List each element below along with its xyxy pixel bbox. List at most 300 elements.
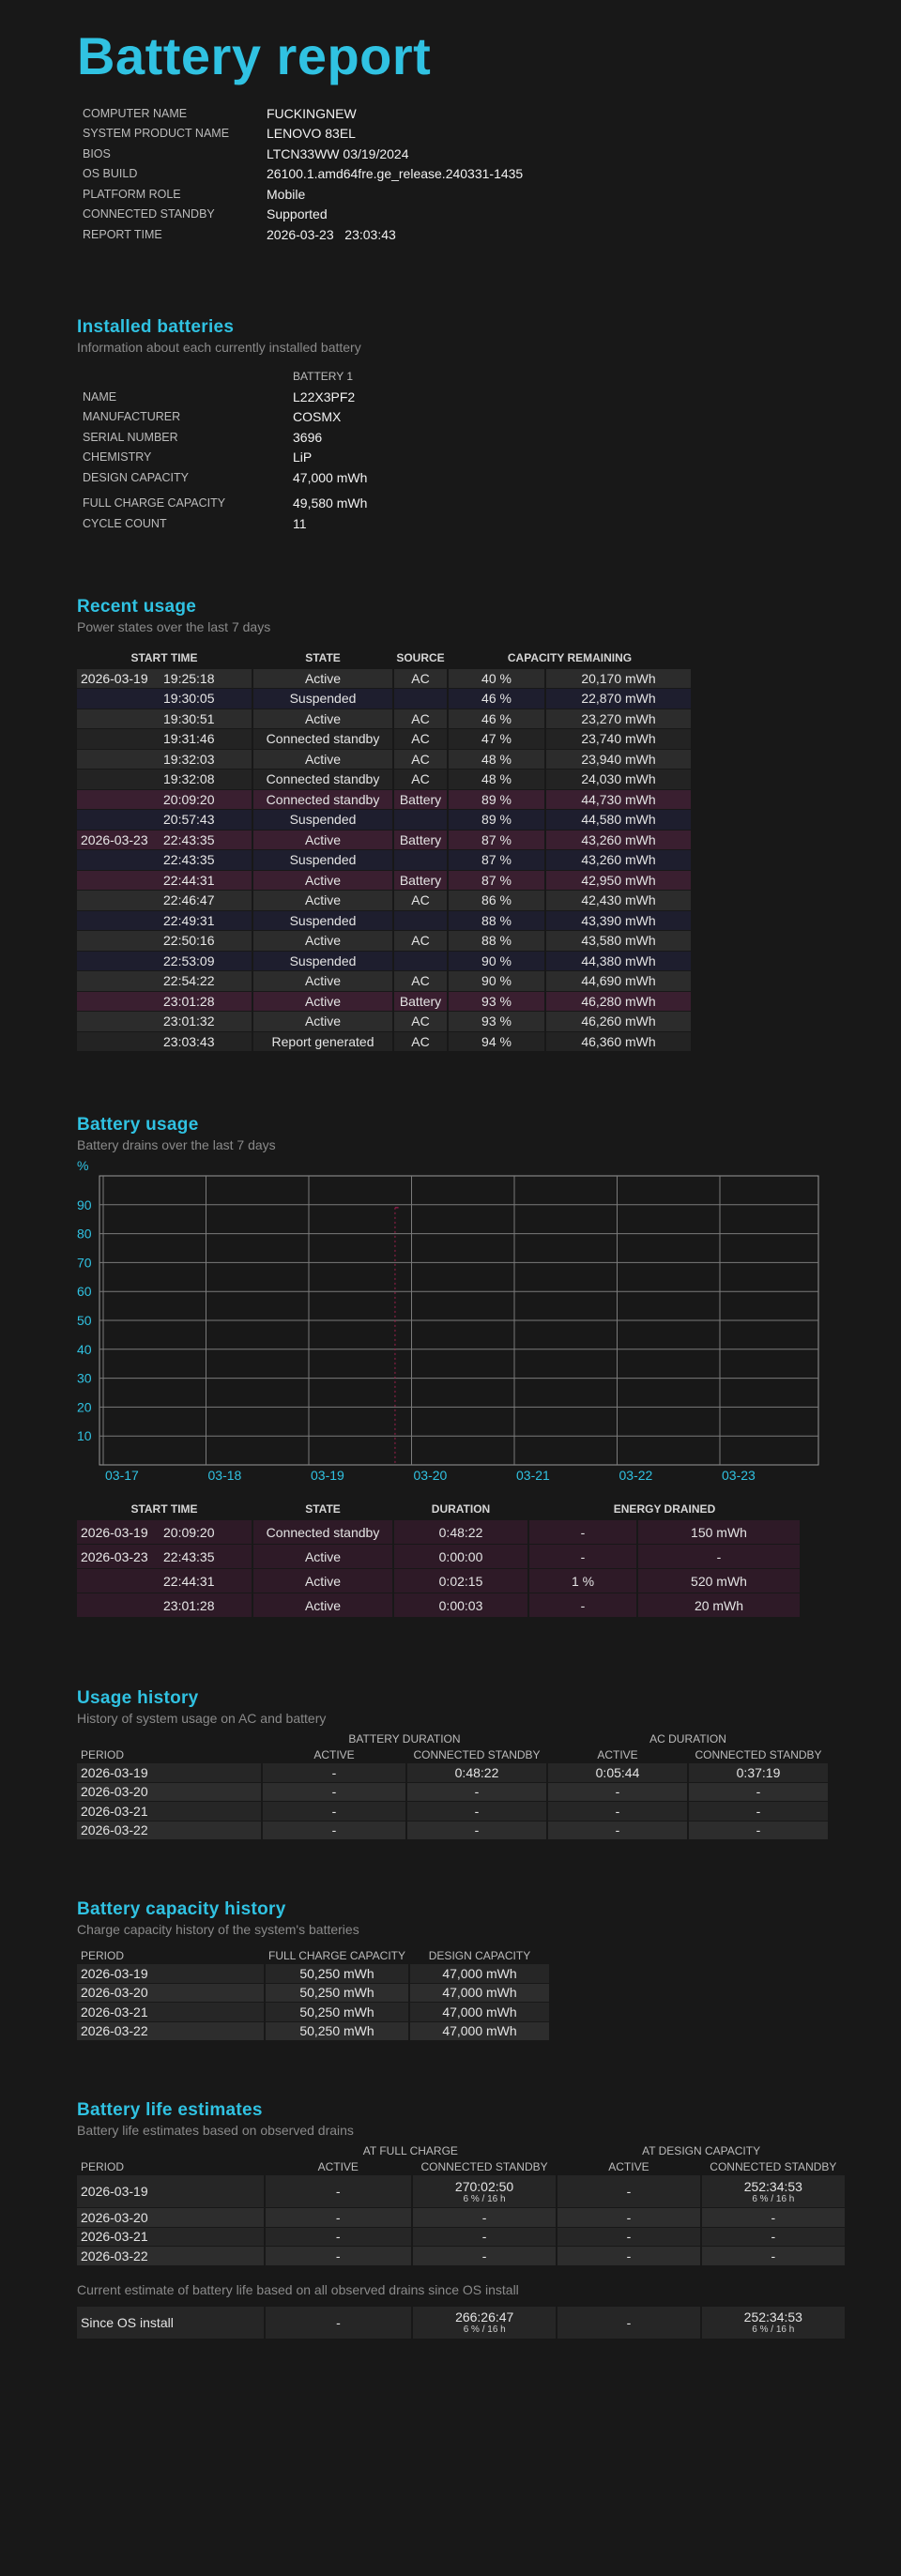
start-time: 19:32:03 [163,751,215,767]
start-time-cell [77,790,252,810]
usage-history-section [77,1687,847,1840]
col-design-capacity: DESIGN CAPACITY [428,1949,531,1962]
chart-y-tick-label: 50 [77,1313,92,1328]
battery-info-label: MANUFACTURER [83,410,181,424]
recent-usage-row [77,831,691,850]
system-info-label: OS BUILD [83,167,138,181]
usage-history-subtitle: History of system usage on AC and battery [77,1711,327,1726]
state-cell: Active [253,891,392,910]
system-info-row [77,224,523,245]
start-time-cell [77,729,252,749]
usage-history-title: Usage history [77,1688,199,1708]
capacity-mwh-cell: 23,270 mWh [546,709,691,729]
start-time-cell [77,891,252,910]
duration-cell: - [407,1821,546,1840]
estimate-value: - [771,2248,776,2264]
estimate-value: - [771,2229,776,2245]
since-install-table [75,2306,847,2340]
recent-usage-row [77,850,691,870]
capacity-mwh-cell: 24,030 mWh [546,770,691,789]
installed-batteries-section [77,316,847,534]
estimate-value: 270:02:50 [454,2178,514,2194]
system-info-value: Supported [267,206,328,222]
design-standby-cell [702,2247,845,2265]
col-start-time: START TIME [130,650,198,664]
capacity-cell: 50,250 mWh [266,1984,408,2003]
installed-batteries-table [77,367,367,488]
life-estimates-section [77,2099,847,2340]
system-info-row [77,103,523,124]
col-duration: DURATION [431,1502,491,1516]
state-cell: Active [253,1545,392,1568]
start-time-cell [77,1545,252,1568]
full-standby-cell [413,2247,556,2265]
col-source: SOURCE [396,650,445,664]
capacity-history-row [77,2003,549,2021]
duration-cell: - [407,1802,546,1821]
capacity-mwh-cell: 23,740 mWh [546,729,691,749]
recent-usage-row [77,750,691,770]
period-cell: 2026-03-19 [77,1964,264,1983]
system-info-row [77,184,523,205]
capacity-percent-cell: 86 % [449,891,544,910]
capacity-cell: 50,250 mWh [266,2003,408,2021]
capacity-mwh-cell: 43,390 mWh [546,911,691,931]
chart-x-tick-label: 03-18 [207,1468,242,1483]
state-cell: Suspended [253,850,392,870]
period-cell: 2026-03-22 [77,2247,264,2265]
capacity-cell: 50,250 mWh [266,1964,408,1983]
battery-info-label: DESIGN CAPACITY [83,470,189,484]
start-time: 19:30:05 [163,691,215,707]
system-info-value: 26100.1.amd64fre.ge_release.240331-1435 [267,166,524,182]
start-time-cell [77,971,252,991]
capacity-percent-cell: 46 % [449,709,544,729]
capacity-history-row [77,1984,549,2003]
battery-info-label: SERIAL NUMBER [83,430,178,444]
battery-duration-header: BATTERY DURATION [348,1732,461,1745]
battery-usage-section [77,1114,847,1618]
chart-y-tick-label: 20 [77,1399,92,1415]
recent-usage-row [77,952,691,971]
col-full-charge: FULL CHARGE CAPACITY [267,1949,406,1962]
col-design-standby: CONNECTED STANDBY [710,2160,837,2173]
battery-usage-row [77,1520,800,1544]
start-time: 20:09:20 [163,791,215,807]
battery-info-value: 11 [293,515,307,531]
battery-column-header: BATTERY 1 [293,370,354,384]
capacity-mwh-cell: 43,260 mWh [546,831,691,850]
system-info-row [77,124,523,145]
estimate-rate: 6 % / 16 h [752,2193,795,2204]
start-time: 22:44:31 [163,872,215,888]
source-cell: AC [394,669,447,689]
start-time-cell [77,831,252,850]
start-time: 22:54:22 [163,973,215,989]
battery-info-value: COSMX [293,409,342,425]
col-full-standby: CONNECTED STANDBY [420,2160,548,2173]
usage-history-row [77,1763,828,1782]
installed-batteries-title: Installed batteries [77,316,235,337]
source-cell [394,952,447,971]
chart-y-tick-label: 80 [77,1226,92,1242]
energy-mwh-cell: - [638,1545,800,1568]
col-period: PERIOD [81,1748,125,1761]
system-info-row [77,164,523,185]
chart-x-tick-label: 03-23 [722,1468,756,1483]
energy-percent-cell: - [529,1593,636,1617]
ac-duration-header: AC DURATION [649,1732,726,1745]
chart-y-tick-label: 90 [77,1197,92,1212]
battery-info-row [77,513,367,534]
capacity-history-section [77,1898,847,2041]
duration-cell: 0:37:19 [689,1763,828,1782]
capacity-percent-cell: 87 % [449,831,544,850]
full-active-cell: - [266,2175,411,2207]
col-start-time: START TIME [130,1502,198,1516]
capacity-mwh-cell: 42,430 mWh [546,891,691,910]
start-time-cell [77,871,252,891]
state-cell: Connected standby [253,729,392,749]
col-ac-standby: CONNECTED STANDBY [695,1748,822,1761]
estimate-value: 252:34:53 [743,2309,802,2324]
full-standby-cell [413,2175,556,2207]
capacity-mwh-cell: 44,730 mWh [546,790,691,810]
duration-cell: - [689,1783,828,1802]
system-info-value: Mobile [267,186,306,202]
source-cell: AC [394,729,447,749]
state-cell: Connected standby [253,1520,392,1544]
duration-cell: - [263,1821,405,1840]
period-cell: Since OS install [77,2307,264,2339]
battery-info-value: 49,580 mWh [293,495,368,511]
capacity-percent-cell: 94 % [449,1032,544,1052]
recent-usage-row [77,911,691,931]
start-time: 23:03:43 [163,1033,215,1049]
installed-batteries-table-2 [77,494,367,534]
source-cell: Battery [394,992,447,1012]
recent-usage-section [77,596,847,1053]
source-cell: AC [394,709,447,729]
usage-history-row [77,1802,828,1821]
capacity-mwh-cell: 43,580 mWh [546,931,691,951]
system-info-value: LTCN33WW 03/19/2024 [267,145,409,161]
col-state: STATE [305,650,341,664]
recent-usage-table [75,647,693,1053]
estimate-rate: 6 % / 16 h [463,2324,506,2335]
col-period: PERIOD [81,1949,125,1962]
system-info-label: BIOS [83,146,111,160]
col-state: STATE [305,1502,341,1516]
period-cell: 2026-03-20 [77,2208,264,2227]
capacity-history-subtitle: Charge capacity history of the system's batteries [77,1922,359,1937]
source-cell [394,850,447,870]
energy-mwh-cell: 520 mWh [638,1569,800,1593]
col-capacity-remaining: CAPACITY REMAINING [507,650,633,664]
system-info-table [77,103,523,245]
source-cell: Battery [394,871,447,891]
estimate-value: 252:34:53 [743,2178,802,2194]
start-time-cell [77,750,252,770]
design-capacity-header: AT DESIGN CAPACITY [642,2144,761,2157]
chart-y-tick-label: 70 [77,1255,92,1271]
chart-x-tick-label: 03-21 [516,1468,550,1483]
state-cell: Active [253,1012,392,1031]
estimate-value: - [481,2209,487,2225]
capacity-mwh-cell: 20,170 mWh [546,669,691,689]
source-cell [394,911,447,931]
system-info-label: COMPUTER NAME [83,106,188,120]
col-battery-standby: CONNECTED STANDBY [413,1748,541,1761]
design-standby-cell [702,2228,845,2247]
capacity-mwh-cell: 42,950 mWh [546,871,691,891]
full-charge-header: AT FULL CHARGE [362,2144,458,2157]
full-active-cell: - [266,2228,411,2247]
duration-cell: - [263,1783,405,1802]
recent-usage-row [77,810,691,830]
full-active-cell: - [266,2247,411,2265]
estimate-value: - [481,2248,487,2264]
chart-x-tick-label: 03-17 [105,1468,139,1483]
design-active-cell: - [557,2247,700,2265]
duration-cell: 0:48:22 [407,1763,546,1782]
start-time: 19:32:08 [163,771,215,787]
source-cell [394,689,447,709]
start-time-cell [77,1012,252,1031]
duration-cell: 0:00:00 [394,1545,527,1568]
recent-usage-row [77,1032,691,1052]
recent-usage-row [77,891,691,910]
start-time-cell [77,669,252,689]
capacity-cell: 50,250 mWh [266,2022,408,2041]
period-cell: 2026-03-21 [77,2228,264,2247]
usage-history-row [77,1783,828,1802]
battery-usage-table [75,1498,802,1618]
recent-usage-subtitle: Power states over the last 7 days [77,618,271,634]
battery-usage-chart [77,1153,847,1490]
system-info-value: LENOVO 83EL [267,126,356,142]
start-time-cell [77,931,252,951]
life-estimates-subtitle: Battery life estimates based on observed drains [77,2123,354,2138]
start-time: 22:53:09 [163,953,215,968]
battery-info-label: CYCLE COUNT [83,516,167,530]
life-estimates-table [75,2142,847,2266]
state-cell: Active [253,1569,392,1593]
capacity-cell: 47,000 mWh [410,2003,549,2021]
start-time-cell [77,850,252,870]
design-standby-cell [702,2208,845,2227]
usage-history-table [75,1730,830,1840]
start-time: 22:50:16 [163,933,215,949]
recent-usage-row [77,689,691,709]
capacity-percent-cell: 46 % [449,689,544,709]
battery-info-label: NAME [83,389,117,404]
duration-cell: 0:05:44 [548,1763,687,1782]
chart-y-tick-label: 60 [77,1284,92,1300]
capacity-cell: 47,000 mWh [410,1984,549,2003]
system-info-row [77,144,523,164]
col-period: PERIOD [81,2160,125,2173]
system-info-label: REPORT TIME [83,227,162,241]
chart-y-tick-label: 10 [77,1428,92,1444]
recent-usage-row [77,992,691,1012]
full-active-cell: - [266,2307,411,2339]
start-time: 23:01:32 [163,1014,215,1029]
period-cell: 2026-03-22 [77,1821,261,1840]
battery-info-value: L22X3PF2 [293,389,356,404]
start-time-cell [77,709,252,729]
battery-usage-row [77,1545,800,1568]
battery-info-label: FULL CHARGE CAPACITY [83,496,226,511]
page-title: Battery report [77,26,432,85]
since-install-note: Current estimate of battery life based on all observed drains since OS install [77,2281,519,2297]
period-cell: 2026-03-21 [77,2003,264,2021]
start-date: 2026-03-19 [81,1524,148,1540]
state-cell: Connected standby [253,770,392,789]
capacity-percent-cell: 88 % [449,931,544,951]
energy-percent-cell: - [529,1520,636,1544]
source-cell: Battery [394,831,447,850]
recent-usage-row [77,931,691,951]
duration-cell: 0:00:03 [394,1593,527,1617]
capacity-percent-cell: 89 % [449,790,544,810]
start-time-cell [77,1569,252,1593]
source-cell: AC [394,770,447,789]
capacity-mwh-cell: 22,870 mWh [546,689,691,709]
start-date: 2026-03-23 [81,831,148,847]
full-standby-cell [413,2307,556,2339]
period-cell: 2026-03-21 [77,1802,261,1821]
source-cell: AC [394,1012,447,1031]
battery-info-row [77,427,367,448]
start-time: 22:46:47 [163,892,215,908]
recent-usage-row [77,770,691,789]
full-standby-cell [413,2208,556,2227]
chart-y-tick-label: 30 [77,1370,92,1386]
period-cell: 2026-03-20 [77,1783,261,1802]
state-cell: Connected standby [253,790,392,810]
start-time: 23:01:28 [163,993,215,1009]
start-time-cell [77,952,252,971]
state-cell: Active [253,871,392,891]
energy-percent-cell: - [529,1545,636,1568]
capacity-mwh-cell: 44,690 mWh [546,971,691,991]
life-estimate-row [77,2228,845,2247]
capacity-history-row [77,1964,549,1983]
battery-info-row [77,494,367,514]
start-time-cell [77,911,252,931]
period-cell: 2026-03-19 [77,2175,264,2207]
start-time-cell [77,770,252,789]
state-cell: Active [253,669,392,689]
period-cell: 2026-03-20 [77,1984,264,2003]
design-active-cell: - [557,2228,700,2247]
start-date: 2026-03-19 [81,670,148,686]
col-design-active: ACTIVE [608,2160,649,2173]
full-standby-cell [413,2228,556,2247]
system-info-label: SYSTEM PRODUCT NAME [83,127,230,141]
duration-cell: - [689,1802,828,1821]
capacity-percent-cell: 40 % [449,669,544,689]
capacity-mwh-cell: 46,360 mWh [546,1032,691,1052]
capacity-cell: 47,000 mWh [410,1964,549,1983]
start-time: 22:44:31 [163,1573,215,1589]
energy-percent-cell: 1 % [529,1569,636,1593]
battery-info-value: 47,000 mWh [293,469,368,485]
recent-usage-row [77,1012,691,1031]
recent-usage-row [77,709,691,729]
chart-x-tick-label: 03-22 [618,1468,653,1483]
duration-cell: - [263,1802,405,1821]
capacity-percent-cell: 90 % [449,952,544,971]
state-cell: Suspended [253,810,392,830]
state-cell: Suspended [253,689,392,709]
full-active-cell: - [266,2208,411,2227]
state-cell: Active [253,992,392,1012]
state-cell: Active [253,931,392,951]
start-time-cell [77,1520,252,1544]
system-info-value: FUCKINGNEW [267,105,357,121]
capacity-history-row [77,2022,549,2041]
duration-cell: - [263,1763,405,1782]
col-ac-active: ACTIVE [597,1748,638,1761]
system-info-label: CONNECTED STANDBY [83,207,215,221]
start-time-cell [77,689,252,709]
battery-usage-row [77,1569,800,1593]
chart-y-tick-label: 40 [77,1341,92,1357]
life-estimates-title: Battery life estimates [77,2100,263,2120]
source-cell [394,810,447,830]
capacity-percent-cell: 93 % [449,1012,544,1031]
duration-cell: - [689,1821,828,1840]
capacity-percent-cell: 48 % [449,750,544,770]
duration-cell: - [407,1783,546,1802]
duration-cell: - [548,1821,687,1840]
capacity-mwh-cell: 44,380 mWh [546,952,691,971]
battery-info-row [77,407,367,428]
start-time: 19:25:18 [163,670,215,686]
source-cell: AC [394,750,447,770]
energy-mwh-cell: 20 mWh [638,1593,800,1617]
capacity-mwh-cell: 46,260 mWh [546,1012,691,1031]
battery-info-row [77,448,367,468]
period-cell: 2026-03-19 [77,1763,261,1782]
battery-usage-title: Battery usage [77,1115,199,1135]
system-info-row [77,205,523,225]
estimate-value: 266:26:47 [455,2309,514,2324]
duration-cell: - [548,1783,687,1802]
battery-usage-row [77,1593,800,1617]
battery-info-value: 3696 [293,429,323,445]
life-estimate-row [77,2175,845,2207]
capacity-percent-cell: 87 % [449,871,544,891]
state-cell: Active [253,750,392,770]
recent-usage-row [77,669,691,689]
capacity-percent-cell: 87 % [449,850,544,870]
chart-x-tick-label: 03-19 [311,1468,344,1483]
battery-info-row [77,467,367,488]
state-cell: Report generated [253,1032,392,1052]
start-time: 20:09:20 [163,1524,215,1540]
capacity-percent-cell: 89 % [449,810,544,830]
start-time: 19:30:51 [163,710,215,726]
state-cell: Active [253,831,392,850]
estimate-rate: 6 % / 16 h [752,2324,795,2335]
capacity-mwh-cell: 43,260 mWh [546,850,691,870]
col-full-active: ACTIVE [317,2160,359,2173]
chart-y-unit: % [77,1158,89,1173]
start-time: 23:01:28 [163,1597,215,1613]
